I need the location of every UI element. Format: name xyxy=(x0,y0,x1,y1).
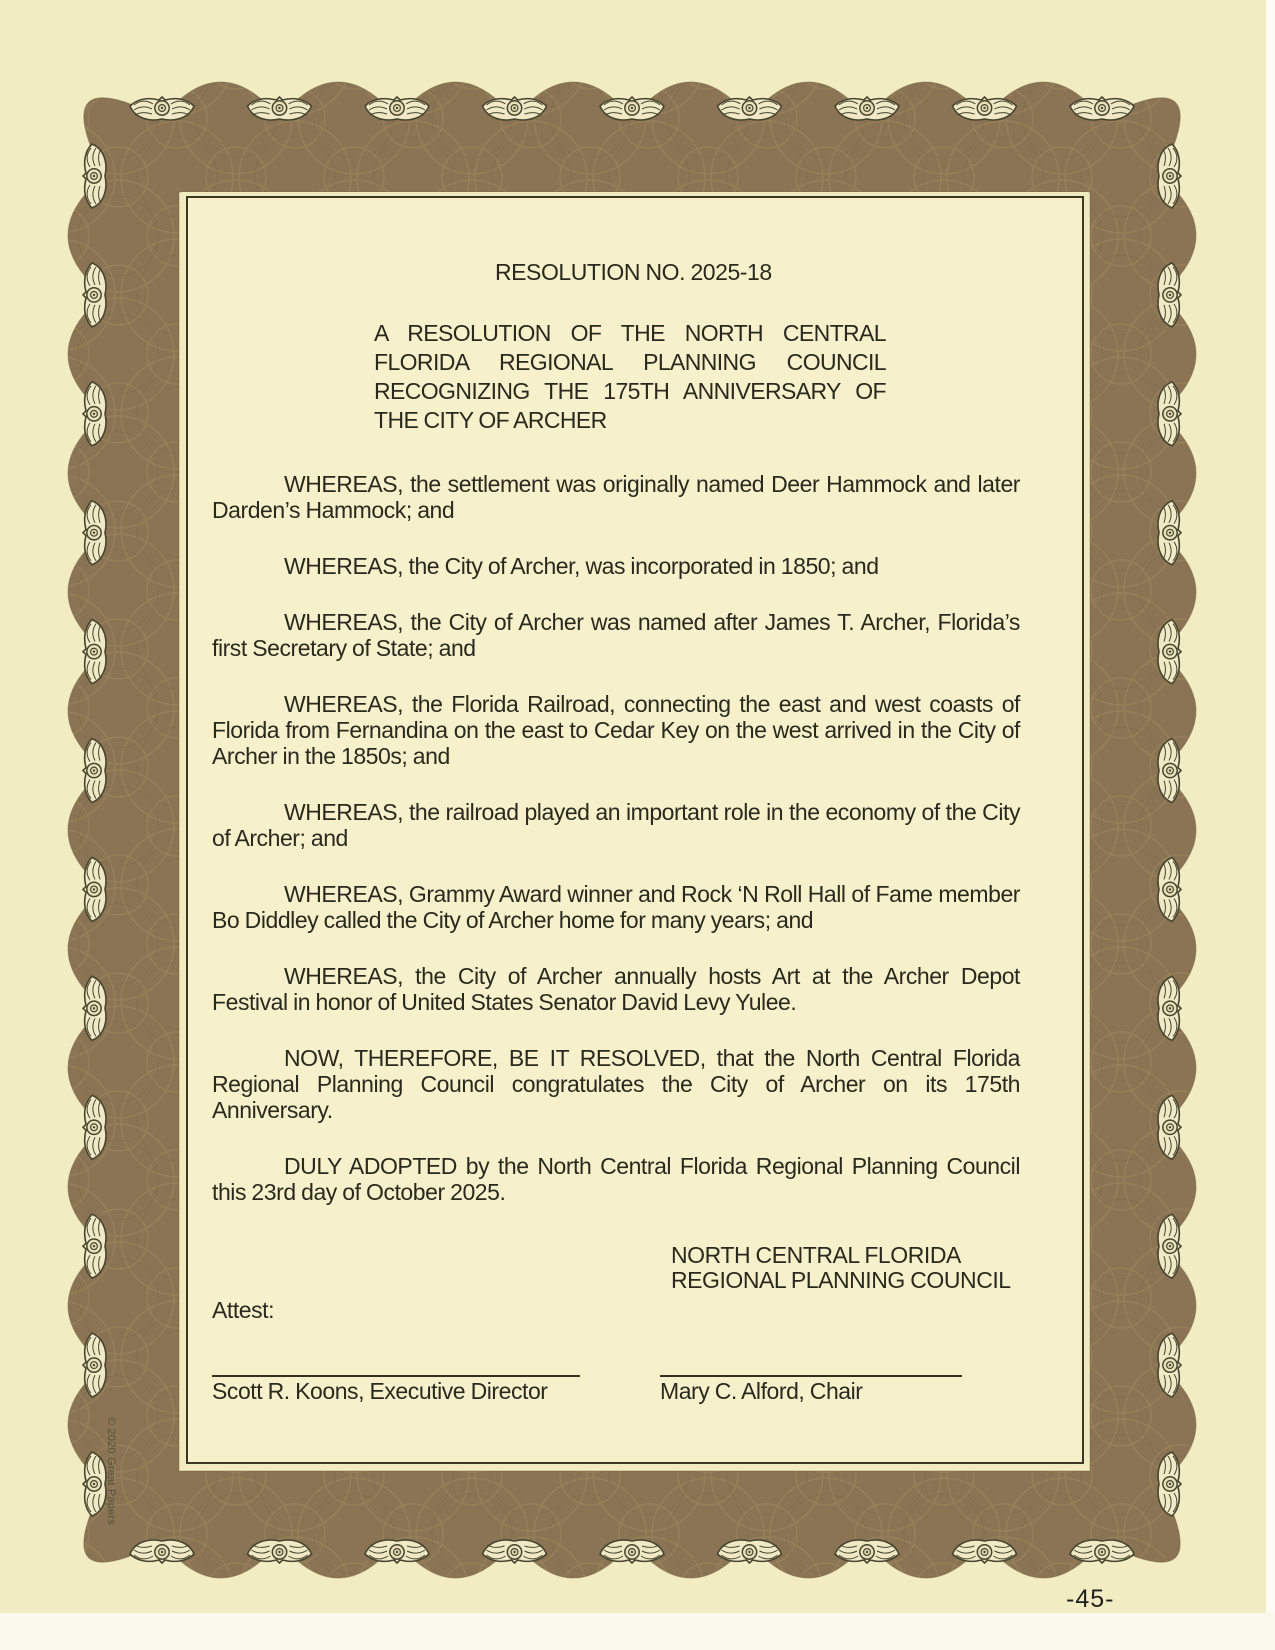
wing-ornament-icon xyxy=(1158,1452,1181,1516)
organization-name-block xyxy=(671,1243,1020,1293)
wing-ornament-icon xyxy=(718,97,782,120)
wing-ornament-icon xyxy=(83,1095,106,1159)
wing-ornament-icon xyxy=(83,144,106,208)
wing-ornament-icon xyxy=(365,97,429,120)
wing-ornament-icon xyxy=(130,1540,194,1563)
wing-ornament-icon xyxy=(83,501,106,565)
whereas-clause-1: WHEREAS, the settlement was originally named Deer Hammock and later Darden’s Hammock; and xyxy=(212,471,1020,523)
wing-ornament-icon xyxy=(1158,857,1181,921)
wing-ornament-icon xyxy=(83,1452,106,1516)
wing-ornament-icon xyxy=(718,1540,782,1563)
wing-ornament-icon xyxy=(83,263,106,327)
wing-ornament-icon xyxy=(83,1333,106,1397)
wing-ornament-icon xyxy=(83,857,106,921)
wing-ornament-icon xyxy=(1158,382,1181,446)
signature-block-executive-director xyxy=(212,1375,580,1404)
wing-ornament-icon xyxy=(835,1540,899,1563)
wing-ornament-icon xyxy=(1070,1540,1134,1563)
wing-ornament-icon xyxy=(248,97,312,120)
wing-ornament-icon xyxy=(1158,976,1181,1040)
wing-ornament-icon xyxy=(483,1540,547,1563)
scan-edge-artifact xyxy=(1266,0,1275,1650)
wing-ornament-icon xyxy=(83,1214,106,1278)
wing-ornament-icon xyxy=(248,1540,312,1563)
wing-ornament-icon xyxy=(1158,1095,1181,1159)
whereas-clause-2: WHEREAS, the City of Archer, was incorporated in 1850; and xyxy=(284,553,879,579)
wing-ornament-icon xyxy=(953,97,1017,120)
wing-ornament-icon xyxy=(1158,1214,1181,1278)
wing-ornament-icon xyxy=(483,97,547,120)
wing-ornament-icon xyxy=(83,620,106,684)
organization-line-2: REGIONAL PLANNING COUNCIL xyxy=(671,1267,1011,1293)
signature-block-chair xyxy=(660,1375,962,1404)
wing-ornament-icon xyxy=(365,1540,429,1563)
wing-ornament-icon xyxy=(1158,263,1181,327)
wing-ornament-icon xyxy=(835,97,899,120)
signature-row xyxy=(212,1375,1020,1404)
page-number: -45- xyxy=(1066,1585,1115,1613)
signatory-name-title: Mary C. Alford, Chair xyxy=(660,1378,863,1404)
resolution-heading: A RESOLUTION OF THE NORTH CENTRAL FLORIDA REGIONAL PLANNING COUNCIL RECOGNIZING THE 175TH ANNIVERSARY OF THE CITY OF ARCHER xyxy=(374,320,886,433)
whereas-clause-3: WHEREAS, the City of Archer was named after James T. Archer, Florida’s first Secretary of State; and xyxy=(212,609,1020,661)
wing-ornament-icon xyxy=(83,739,106,803)
resolution-number-title: RESOLUTION NO. 2025-18 xyxy=(495,259,772,285)
wing-ornament-icon xyxy=(130,97,194,120)
whereas-clause-5: WHEREAS, the railroad played an important role in the economy of the City of Archer; and xyxy=(212,799,1020,851)
certificate-panel xyxy=(186,196,1084,1464)
wing-ornament-icon xyxy=(83,382,106,446)
signatory-name-title: Scott R. Koons, Executive Director xyxy=(212,1378,548,1404)
resolved-clause: NOW, THEREFORE, BE IT RESOLVED, that the North Central Florida Regional Planning Council congratulates the City of Archer on its 175th Anniversary. xyxy=(212,1045,1020,1123)
wing-ornament-icon xyxy=(1158,144,1181,208)
wing-ornament-icon xyxy=(1158,620,1181,684)
wing-ornament-icon xyxy=(600,97,664,120)
wing-ornament-icon xyxy=(1158,1333,1181,1397)
organization-line-1: NORTH CENTRAL FLORIDA xyxy=(671,1242,961,1268)
wing-ornament-icon xyxy=(953,1540,1017,1563)
wing-ornament-icon xyxy=(1070,97,1134,120)
whereas-clause-6: WHEREAS, Grammy Award winner and Rock ‘N Roll Hall of Fame member Bo Diddley called the City of Archer home for many years; and xyxy=(212,881,1020,933)
wing-ornament-icon xyxy=(1158,739,1181,803)
attest-label: Attest: xyxy=(212,1297,275,1323)
whereas-clause-4: WHEREAS, the Florida Railroad, connecting the east and west coasts of Florida from Fernandina on the east to Cedar Key on the west arrived in the City of Archer in the 1850s; and xyxy=(212,691,1020,769)
wing-ornament-icon xyxy=(1158,501,1181,565)
scan-edge-artifact xyxy=(0,1613,1275,1650)
whereas-clause-7: WHEREAS, the City of Archer annually hosts Art at the Archer Depot Festival in honor of United States Senator David Levy Yulee. xyxy=(212,963,1020,1015)
wing-ornament-icon xyxy=(83,976,106,1040)
adopted-clause: DULY ADOPTED by the North Central Florida Regional Planning Council this 23rd day of October 2025. xyxy=(212,1153,1020,1205)
wing-ornament-icon xyxy=(600,1540,664,1563)
paper-manufacturer-copyright: © 2020 Great Papers xyxy=(105,1417,117,1525)
